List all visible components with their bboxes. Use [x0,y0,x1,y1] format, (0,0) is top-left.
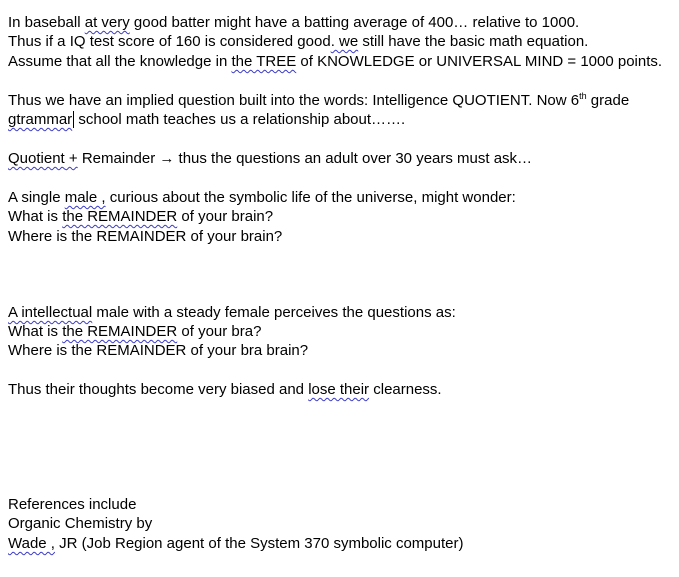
paragraph-5-line-1: A intellectual male with a steady female perceives the questions as: [8,304,456,321]
spelling-flag: the REMAINDER [62,208,178,225]
paragraph-2-line-2: gtrammar school math teaches us a relationship about……. [8,111,406,128]
paragraph-6: Thus their thoughts become very biased and lose their clearness. [8,381,442,398]
paragraph-4-line-1: A single male , curious about the symbolic life of the universe, might wonder: [8,189,516,206]
paragraph-4-line-3: Where is the REMAINDER of your brain? [8,228,283,245]
spelling-flag: male , [64,189,106,206]
spelling-flag: . we [330,33,359,50]
references-line-2: Organic Chemistry by [8,515,153,532]
spelling-flag: A intellectual [8,304,93,321]
paragraph-3: Quotient + Remainder → thus the questions an adult over 30 years must ask… [8,150,533,167]
spelling-flag: the TREE [231,53,297,70]
paragraph-5-line-3: Where is the REMAINDER of your bra brain? [8,342,309,359]
spelling-flag: gtrammar [8,111,73,128]
spelling-flag: Wade , [8,535,55,552]
paragraph-5-line-2: What is the REMAINDER of your bra? [8,323,262,340]
paragraph-2-line-1: Thus we have an implied question built into the words: Intelligence QUOTIENT. Now 6th grade [8,91,630,109]
references-line-1: References include [8,496,137,513]
arrow-right-icon: → [159,150,175,167]
paragraph-1-line-3: Assume that all the knowledge in the TREE of KNOWLEDGE or UNIVERSAL MIND = 1000 points. [8,53,663,70]
spelling-flag: lose their [308,381,370,398]
spelling-flag: + [64,150,78,167]
spelling-flag: Quotient [8,150,65,167]
paragraph-1-line-1: In baseball at very good batter might have a batting average of 400… relative to 1000. [8,14,580,31]
paragraph-1-line-2: Thus if a IQ test score of 160 is considered good. we still have the basic math equation. [8,33,589,50]
paragraph-4-line-2: What is the REMAINDER of your brain? [8,208,274,225]
spelling-flag: the REMAINDER [62,323,178,340]
references-line-3: Wade , JR (Job Region agent of the System 370 symbolic computer) [8,535,464,552]
spelling-flag: at very [84,14,130,31]
